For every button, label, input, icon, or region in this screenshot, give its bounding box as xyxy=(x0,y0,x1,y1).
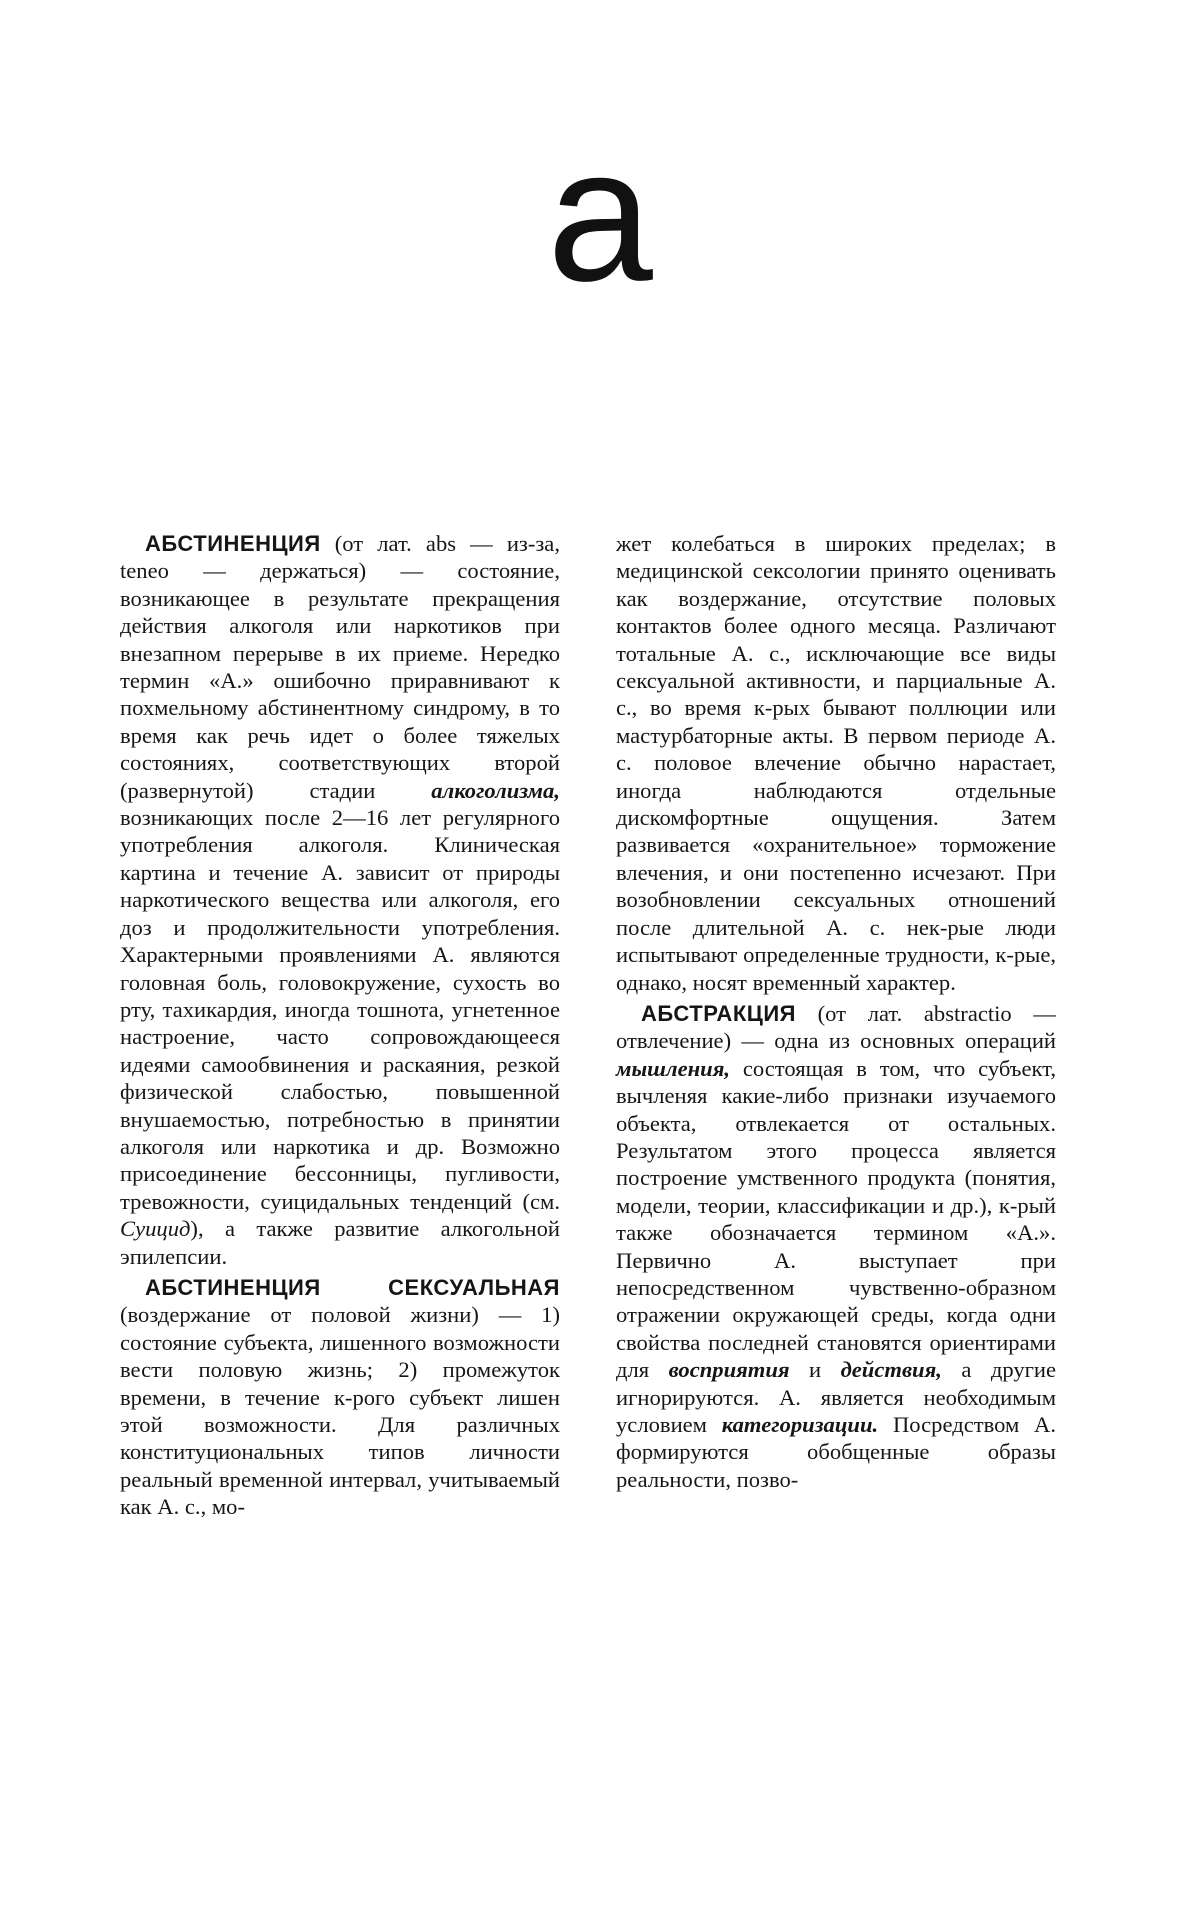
entry-sexual-abstinence xyxy=(120,1274,560,1521)
headword-sexual-abstinence: АБСТИНЕНЦИЯ СЕКСУАЛЬНАЯ xyxy=(145,1275,560,1300)
entry-text: и xyxy=(790,1357,841,1382)
entry-text: ), а также развитие алкогольной эпилепсии. xyxy=(120,1216,560,1268)
cross-reference-categorization: категоризации. xyxy=(722,1412,878,1437)
left-column xyxy=(120,530,560,1525)
headword-abstinence: АБСТИНЕНЦИЯ xyxy=(145,531,321,556)
cross-reference-alcoholism: алкоголизма, xyxy=(431,778,560,803)
entry-text: (от лат. abstractio — отвлечение) — одна из основных операций xyxy=(616,1001,1056,1053)
right-column xyxy=(616,530,1056,1497)
entry-text: состоящая в том, что субъект, вычленяя какие-либо признаки изучаемого объекта, отвлекается от остальных. Результатом этого процесса является построение умственного продукта (понятия, модели, теории, классификации и др.), к-рый также обозначается термином «А.». Первично А. выступает при непосредственном чувственно-образном отражении окружающей среды, когда одни свойства последней становятся ориентирами для xyxy=(616,1056,1056,1382)
cross-reference-perception: восприятия xyxy=(669,1357,790,1382)
entry-sexual-abstinence-continuation: жет колебаться в широких пределах; в медицинской сексологии принято оценивать как воздержание, отсутствие половых контактов более одного месяца. Различают тотальные А. с., исключающие все виды сексуальной активности, и парциальные А. с., во время к-рых бывают поллюции или мастурбаторные акты. В первом периоде А. с. половое влечение обычно нарастает, иногда наблюдаются отдельные дискомфортные ощущения. Затем развивается «охранительное» торможение влечения, и они постепенно исчезают. При возобновлении сексуальных отношений после длительной А. с. нек-рые люди испытывают определенные трудности, к-рые, однако, носят временный характер. xyxy=(616,530,1056,996)
entry-text: (воздержание от половой жизни) — 1) состояние субъекта, лишенного возможности вести половую жизнь; 2) промежуток времени, в течение к-рого субъект лишен этой возможности. Для различных конституциональных типов личности реальный временной интервал, учитываемый как А. с., мо- xyxy=(120,1302,560,1519)
cross-reference-action: действия, xyxy=(841,1357,942,1382)
headword-abstraction: АБСТРАКЦИЯ xyxy=(641,1001,796,1026)
entry-abstinence xyxy=(120,530,560,1270)
entry-text: возникающих после 2—16 лет регулярного употребления алкоголя. Клиническая картина и течение А. зависит от природы наркотического вещества или алкоголя, его доз и продолжительности употребления. Характерными проявлениями А. являются головная боль, головокружение, сухость во рту, тахикардия, иногда тошнота, угнетенное настроение, часто сопровождающееся идеями самообвинения и раскаяния, резкой физической слабостью, повышенной внушаемостью, потребностью в принятии алкоголя или наркотика и др. Возможно присоединение бессонницы, пугливости, тревожности, суицидальных тенденций (см. xyxy=(120,805,560,1214)
entry-abstraction xyxy=(616,1000,1056,1493)
cross-reference-suicide: Суицид xyxy=(120,1216,190,1241)
entry-text: а другие игнорируются. А. является необходимым условием xyxy=(616,1357,1056,1437)
entry-text: Посредством А. формируются обобщенные образы реальности, позво- xyxy=(616,1412,1056,1492)
cross-reference-thinking: мышления, xyxy=(616,1056,730,1081)
section-letter: а xyxy=(0,120,1200,310)
dictionary-page xyxy=(0,0,1200,1912)
entry-text: (от лат. abs — из-за, teneo — держаться) — состояние, возникающее в результате прекращения действия алкоголя или наркотиков при внезапном перерыве в их приеме. Нередко термин «А.» ошибочно приравнивают к похмельному абстинентному синдрому, в то время как речь идет о более тяжелых состояниях, соответствующих второй (развернутой) стадии xyxy=(120,531,560,803)
